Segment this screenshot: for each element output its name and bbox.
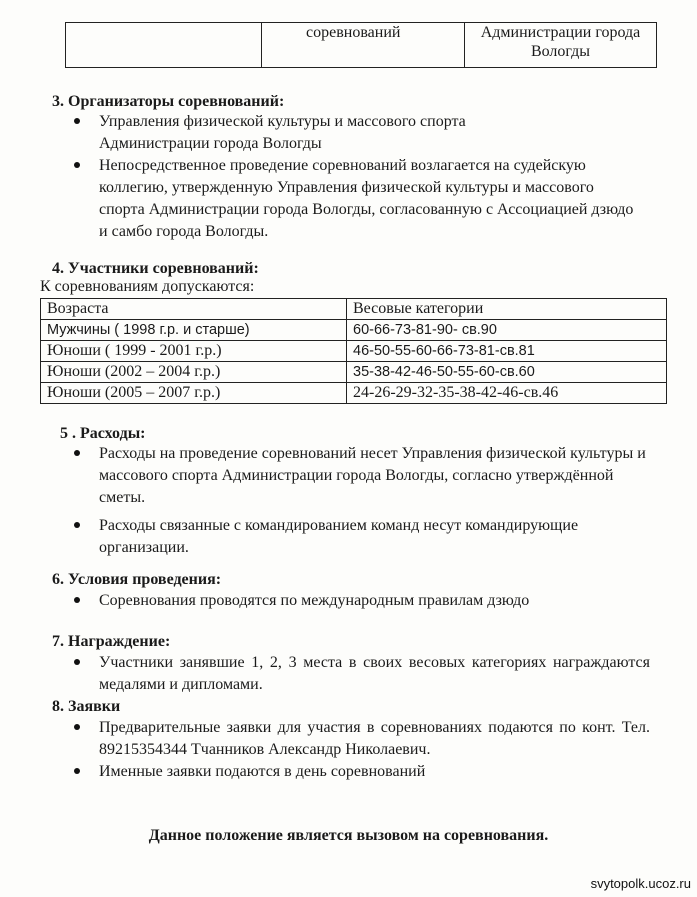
age-cell: Юноши (2005 – 2007 г.р.)	[41, 383, 347, 404]
section-3-heading: 3. Организаторы соревнований:	[52, 93, 285, 110]
age-cell: Юноши ( 1999 - 2001 г.р.)	[41, 341, 347, 362]
weight-cell: 60-66-73-81-90- св.90	[347, 320, 667, 341]
continuation-table	[65, 22, 657, 68]
table-header-row	[41, 299, 667, 320]
watermark-text: svytopolk.ucoz.ru	[590, 876, 691, 891]
weight-cell: 35-38-42-46-50-55-60-св.60	[347, 362, 667, 383]
bullet-icon	[74, 597, 80, 603]
section-7-heading: 7. Награждение:	[52, 633, 171, 650]
bullet-icon	[74, 768, 80, 774]
table-cell	[66, 23, 262, 68]
list-item: Именные заявки подаются в день соревнований	[70, 761, 650, 783]
table-row	[41, 341, 667, 362]
age-weight-table	[40, 298, 667, 404]
column-header-weight: Весовые категории	[347, 299, 667, 320]
table-cell: соревнований	[262, 23, 465, 68]
list-item: Непосредственное проведение соревнований возлагается на судейскую коллегию, утвержденную Управления физической культуры и массового спорта Администрации города Вологды, согласованную с Ассоциацией дзюдо и самбо города Вологды.	[70, 155, 640, 243]
age-cell: Юноши (2002 – 2004 г.р.)	[41, 362, 347, 383]
weight-cell: 24-26-29-32-35-38-42-46-св.46	[347, 383, 667, 404]
table-cell: Администрации города Вологды	[465, 23, 657, 68]
section-3-list	[70, 111, 640, 243]
list-item: Участники занявшие 1, 2, 3 места в своих весовых категориях награждаются медалями и дипломами.	[70, 652, 650, 696]
age-cell: Мужчины ( 1998 г.р. и старше)	[41, 320, 347, 341]
list-item: Управления физической культуры и массового спорта Администрации города Вологды	[70, 111, 640, 155]
list-item: Расходы связанные с командированием команд несут командирующие организации.	[70, 515, 650, 559]
closing-statement: Данное положение является вызовом на соревнования.	[148, 827, 549, 844]
bullet-icon	[74, 162, 80, 168]
column-header-age: Возраста	[41, 299, 347, 320]
list-item: Соревнования проводятся по международным правилам дзюдо	[70, 590, 650, 612]
table-row	[41, 362, 667, 383]
list-item: Предварительные заявки для участия в соревнованиях подаются по конт. Тел. 89215354344 Тчанников Александр Николаевич.	[70, 717, 650, 761]
table-row	[66, 23, 657, 68]
bullet-icon	[74, 659, 80, 665]
section-7-list	[70, 652, 650, 696]
section-4-heading: 4. Участники соревнований:	[52, 260, 259, 277]
section-6-list	[70, 590, 650, 612]
list-item: Расходы на проведение соревнований несет Управления физической культуры и массового спорта Администрации города Вологды, согласно утверждённой сметы.	[70, 443, 650, 509]
bullet-icon	[74, 724, 80, 730]
bullet-icon	[74, 450, 80, 456]
table-row	[41, 320, 667, 341]
weight-cell: 46-50-55-60-66-73-81-св.81	[347, 341, 667, 362]
section-5-heading: 5 . Расходы:	[60, 425, 146, 442]
section-6-heading: 6. Условия проведения:	[52, 571, 222, 588]
bullet-icon	[74, 118, 80, 124]
bullet-icon	[74, 522, 80, 528]
section-5-list	[70, 443, 650, 559]
section-8-heading: 8. Заявки	[52, 698, 121, 715]
section-8-list	[70, 717, 650, 783]
table-row	[41, 383, 667, 404]
section-4-intro: К соревнованиям допускаются:	[40, 278, 255, 295]
